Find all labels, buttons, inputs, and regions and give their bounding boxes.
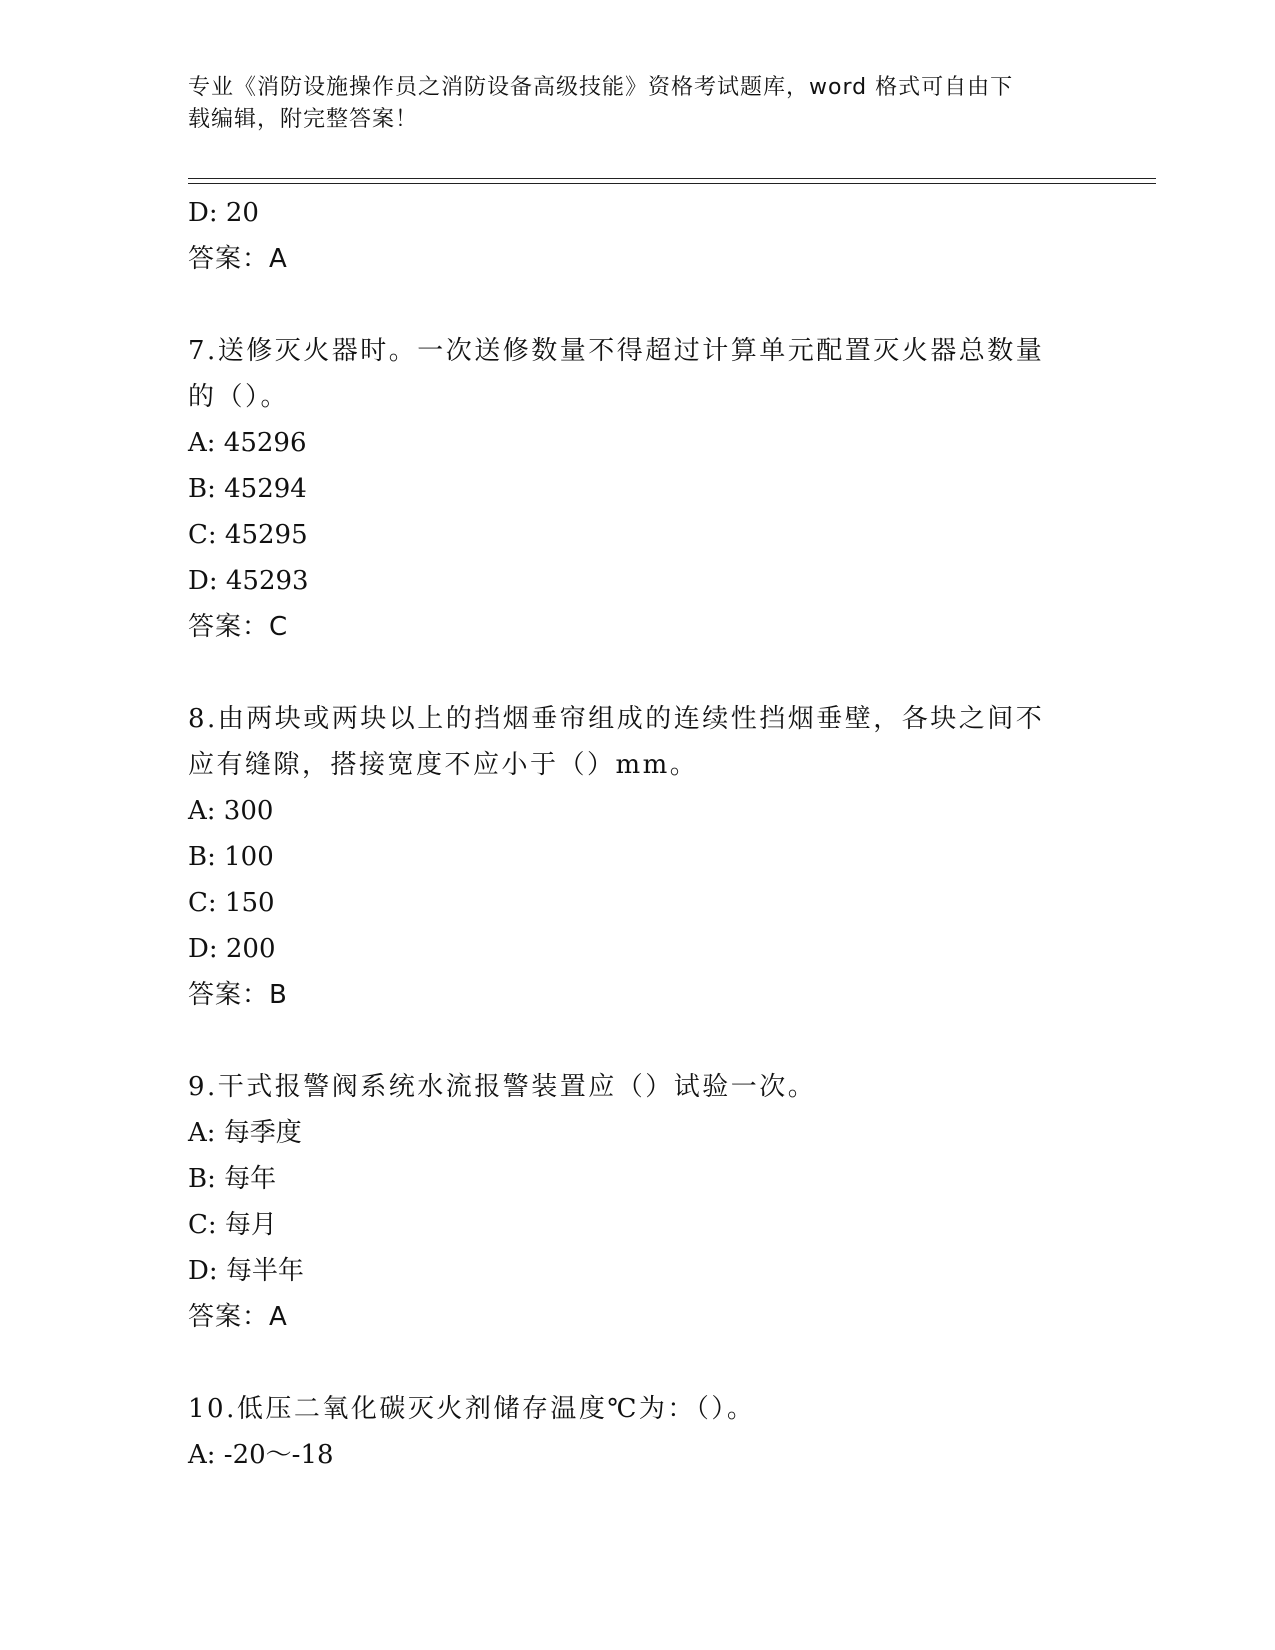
question-9 [188,1064,1068,1340]
option-a: A: -20～-18 [188,1440,334,1470]
header-rule-top [188,178,1156,179]
answer-label: 答案：C [188,612,289,642]
option-a: A: 每季度 [188,1118,302,1148]
header-line-2: 载编辑，附完整答案！ [188,107,419,132]
spacer [188,1018,1068,1064]
answer-label: 答案：A [188,1302,288,1332]
option-b: B: 100 [188,842,274,872]
option-a: A: 300 [188,796,274,826]
spacer [188,282,1068,328]
option-a: A: 45296 [188,428,307,458]
option-b: B: 每年 [188,1164,277,1194]
answer-label: 答案：A [188,244,288,274]
option-b: B: 45294 [188,474,307,504]
option-c: C: 150 [188,888,275,918]
option-d: D: 每半年 [188,1256,304,1286]
question-text-continued: 应有缝隙，搭接宽度不应小于（）mm。 [188,750,699,780]
answer-label: 答案：B [188,980,288,1010]
option-c: C: 每月 [188,1210,277,1240]
question-8 [188,696,1068,1018]
question-7 [188,328,1068,650]
option-d: D: 45293 [188,566,309,596]
spacer [188,650,1068,696]
question-text: 10.低压二氧化碳灭火剂储存温度℃为：（）。 [188,1394,756,1424]
question-text: 7.送修灭火器时。一次送修数量不得超过计算单元配置灭火器总数量 [188,336,1045,366]
question-content [188,190,1068,1478]
question-text: 9.干式报警阀系统水流报警装置应（）试验一次。 [188,1072,817,1102]
header-line-1: 专业《消防设施操作员之消防设备高级技能》资格考试题库，word 格式可自由下 [188,75,1014,100]
question-10 [188,1386,1068,1478]
option-d: D: 20 [188,198,259,228]
question-text: 8.由两块或两块以上的挡烟垂帘组成的连续性挡烟垂壁，各块之间不 [188,704,1045,734]
spacer [188,1340,1068,1386]
header-rule-bottom [188,183,1156,184]
question-text-continued: 的（）。 [188,382,290,412]
option-c: C: 45295 [188,520,308,550]
option-d: D: 200 [188,934,276,964]
document-header [188,72,1068,136]
